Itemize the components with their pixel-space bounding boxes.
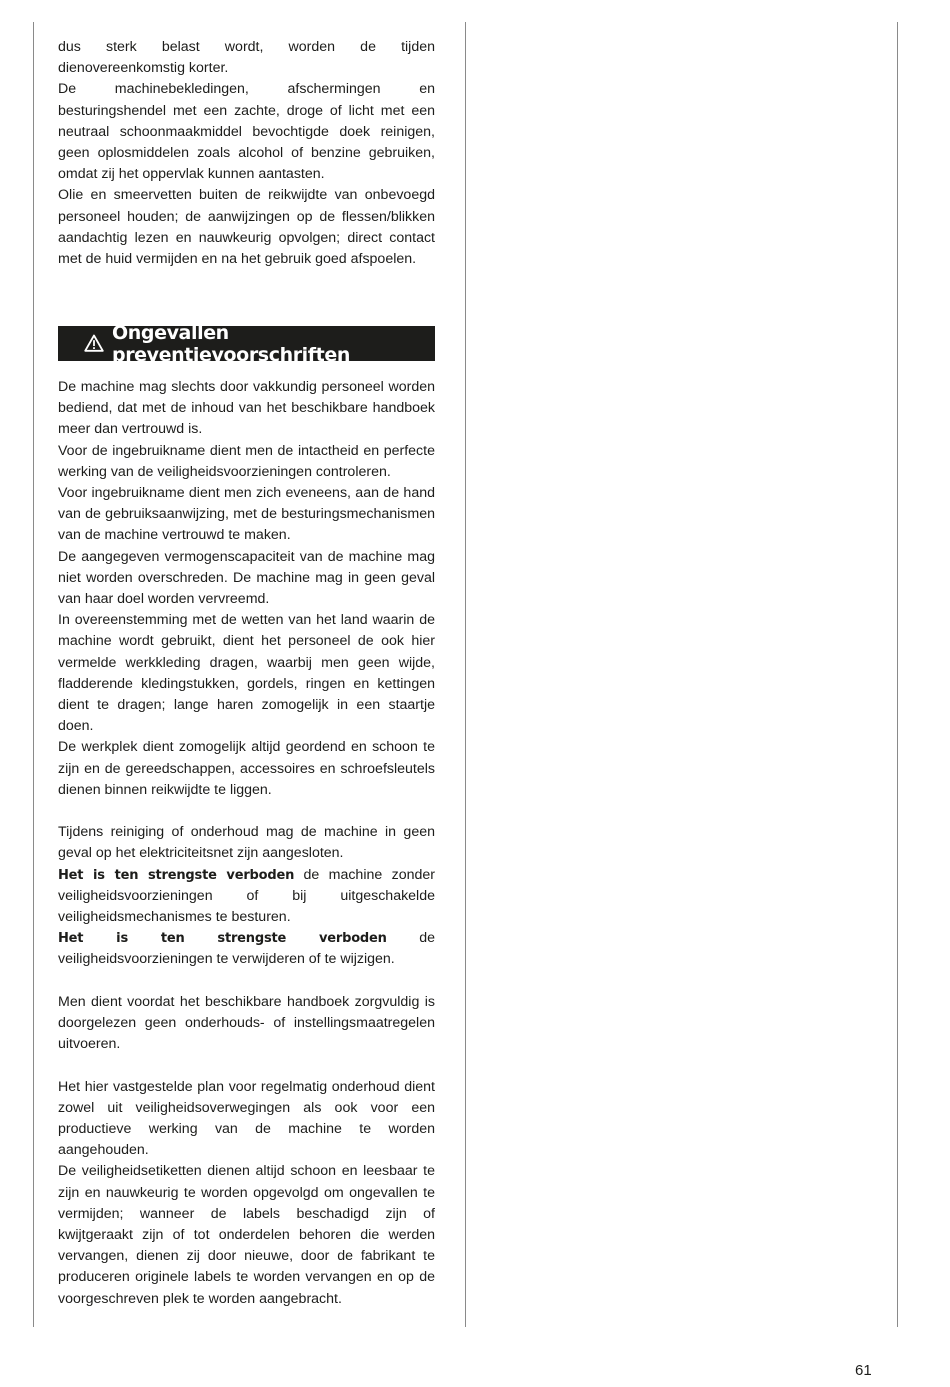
paragraph-rest: de veiligheidsvoorzieningen te verwijderen of te wijzigen. — [58, 930, 435, 968]
paragraph — [58, 865, 435, 929]
paragraph: Tijdens reiniging of onderhoud mag de machine in geen geval op het elektriciteitsnet zijn aangesloten. — [58, 824, 435, 862]
column-divider-rule — [465, 22, 466, 1327]
page-number: 61 — [855, 1362, 872, 1379]
paragraph: De veiligheidsetiketten dienen altijd schoon en leesbaar te zijn en nauwkeurig te worden opgevolgd om ongevallen te vermijden; wanneer de labels beschadigd zijn of kwijtgeraakt zijn of tot onderdelen behoren die werden vervangen, dienen zij door nieuwe, door de fabrikant te produceren originele labels te worden vervangen en op de voorgeschreven plek te worden aangebracht. — [58, 1163, 435, 1307]
paragraph: Het hier vastgestelde plan voor regelmatig onderhoud dient zowel uit veiligheidsoverwegingen als ook voor een productieve werking van de machine te worden aangehouden. — [58, 1078, 435, 1159]
paragraph: De aangegeven vermogenscapaciteit van de machine mag niet worden overschreden. De machine mag in geen geval van haar doel worden vervreemd. — [58, 548, 435, 608]
continued-text-block — [58, 37, 435, 270]
paragraph: De machine mag slechts door vakkundig personeel worden bediend, dat met de inhoud van het beschikbare handboek meer dan vertrouwd is. — [58, 379, 435, 438]
bold-warning: Het is ten strengste verboden — [58, 931, 387, 947]
section-heading — [58, 321, 435, 366]
paragraph: Voor ingebruikname dient men zich eveneens, aan de hand van de gebruiksaanwijzing, met de besturingsmechanismen van de machine vertrouwd te maken. — [58, 485, 435, 544]
paragraph: Men dient voordat het beschikbare handboek zorgvuldig is doorgelezen geen onderhouds- of instellingsmaatregelen uitvoeren. — [58, 993, 435, 1053]
paragraph: De werkplek dient zomogelijk altijd geordend en schoon te zijn en de gereedschappen, accessoires en schroefsleutels dienen binnen reikwijdte te liggen. — [58, 739, 435, 798]
bold-warning: Het is ten strengste verboden — [58, 867, 295, 883]
paragraph: Olie en smeervetten buiten de reikwijdte van onbevoegd personeel houden; de aanwijzingen op de flessen/blikken aandachtig lezen en nauwkeurig opvolgen; direct contact met de huid vermijden en na het gebruik goed afspoelen. — [58, 187, 435, 268]
safety-rules-text — [58, 377, 435, 1310]
paragraph: De machinebekledingen, afschermingen en besturingshendel met een zachte, droge of licht met een neutraal schoonmaakmiddel bevochtigde doek reinigen, geen oplosmiddelen zoals alcohol of benzine gebruiken, omdat zij het oppervlak kunnen aantasten. — [58, 81, 435, 183]
paragraph: In overeenstemming met de wetten van het land waarin de machine wordt gebruikt, dient het personeel de ook hier vermelde werkkleding dragen, waarbij men geen wijde, fladderende kledingstukken, gordels, ringen en kettingen dient te dragen; lange haren zomogelijk in een staartje doen. — [58, 612, 435, 735]
left-margin-rule — [33, 22, 34, 1327]
paragraph — [58, 928, 435, 970]
paragraph: dus sterk belast wordt, worden de tijden dienovereenkomstig korter. — [58, 39, 435, 77]
warning-triangle-icon — [84, 334, 104, 352]
section-title: Ongevallen preventievoorschriften — [112, 321, 350, 366]
right-margin-rule — [897, 22, 898, 1327]
paragraph: Voor de ingebruikname dient men de intactheid en perfecte werking van de veiligheidsvoorzieningen controleren. — [58, 442, 435, 480]
paragraph-rest: de machine zonder veiligheidsvoorzieningen of bij uitgeschakelde veiligheidsmechanismes te besturen. — [58, 866, 435, 926]
